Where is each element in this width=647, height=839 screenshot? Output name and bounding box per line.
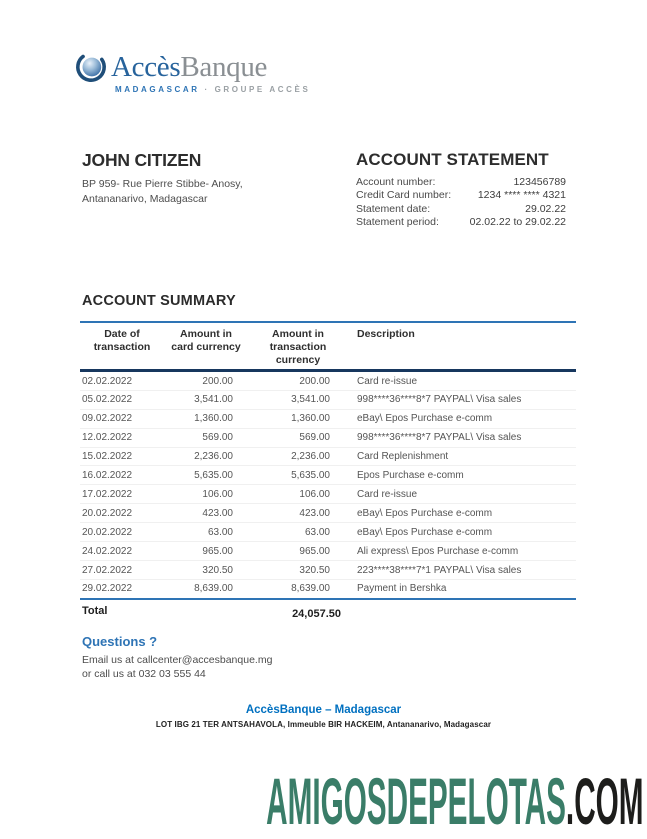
watermark-tld: .COM [565, 764, 643, 838]
table-row: 20.02.2022 423.00 423.00 eBay\ Epos Purchase e-comm [80, 504, 576, 523]
table-row: 05.02.2022 3,541.00 3,541.00 998****36****8*7 PAYPAL\ Visa sales [80, 391, 576, 410]
column-header-card-amount: Amount in card currency [171, 328, 241, 353]
total-value: 24,057.50 [292, 607, 341, 620]
table-row: 17.02.2022 106.00 106.00 Card re-issue [80, 485, 576, 504]
bank-name-wordmark: AccèsBanque [111, 51, 268, 83]
table-row: 29.02.2022 8,639.00 8,639.00 Payment in Bershka [82, 583, 447, 595]
table-header-row [80, 323, 576, 372]
table-row: 12.02.2022 569.00 569.00 998****36****8*7 PAYPAL\ Visa sales [80, 429, 576, 448]
customer-block [82, 150, 243, 206]
table-row: 09.02.2022 1,360.00 1,360.00 eBay\ Epos Purchase e-comm [80, 410, 576, 429]
bank-logo [74, 50, 310, 94]
account-statement-block [356, 150, 566, 230]
customer-address-line1: BP 959- Rue Pierre Stibbe- Anosy, [82, 178, 243, 190]
table-row: 20.02.2022 63.00 63.00 eBay\ Epos Purchase e-comm [80, 523, 576, 542]
questions-title: Questions ? [82, 634, 158, 649]
customer-name: JOHN CITIZEN [82, 150, 202, 170]
table-total-row [80, 598, 576, 620]
statement-title: ACCOUNT STATEMENT [356, 150, 549, 169]
total-label: Total [82, 604, 108, 617]
transactions-table [80, 321, 576, 620]
statement-field-statement-period: Statement period: 02.02.22 to 29.02.22 [356, 216, 566, 229]
globe-icon [74, 50, 108, 84]
table-row: 24.02.2022 965.00 965.00 Ali express\ Epos Purchase e-comm [80, 542, 576, 561]
statement-field-card-number: Credit Card number: 1234 **** **** 4321 [356, 189, 566, 202]
table-row: 16.02.2022 5,635.00 5,635.00 Epos Purchase e-comm [80, 466, 576, 485]
table-row: 15.02.2022 2,236.00 2,236.00 Card Replenishment [80, 448, 576, 467]
questions-phone-line: or call us at 032 03 555 44 [82, 668, 206, 680]
column-header-description: Description [357, 328, 415, 340]
footer-bank-name: AccèsBanque – Madagascar [245, 704, 402, 716]
statement-field-statement-date: Statement date: 29.02.22 [356, 202, 566, 215]
watermark [265, 764, 643, 838]
page-footer [0, 704, 647, 729]
statement-field-account-number: Account number: 123456789 [356, 176, 566, 188]
footer-bank-address: LOT IBG 21 TER ANTSAHAVOLA, Immeuble BIR HACKEIM, Antananarivo, Madagascar [155, 720, 492, 729]
column-header-date: Date of transaction [93, 328, 151, 353]
customer-address-line2: Antananarivo, Madagascar [82, 192, 208, 205]
questions-email-line: Email us at callcenter@accesbanque.mg [82, 654, 273, 666]
table-body [80, 372, 576, 598]
column-header-txn-amount: Amount in transaction currency [269, 328, 327, 366]
table-row: 02.02.2022 200.00 200.00 Card re-issue [80, 372, 576, 391]
watermark-name: AMIGOSDEPELOTAS [265, 764, 566, 838]
table-row: 27.02.2022 320.50 320.50 223****38****7*1 PAYPAL\ Visa sales [80, 561, 576, 580]
account-summary-title: ACCOUNT SUMMARY [82, 293, 236, 309]
bank-logo-subtitle: MADAGASCAR · GROUPE ACCÈS [115, 85, 311, 94]
questions-block [82, 634, 272, 681]
